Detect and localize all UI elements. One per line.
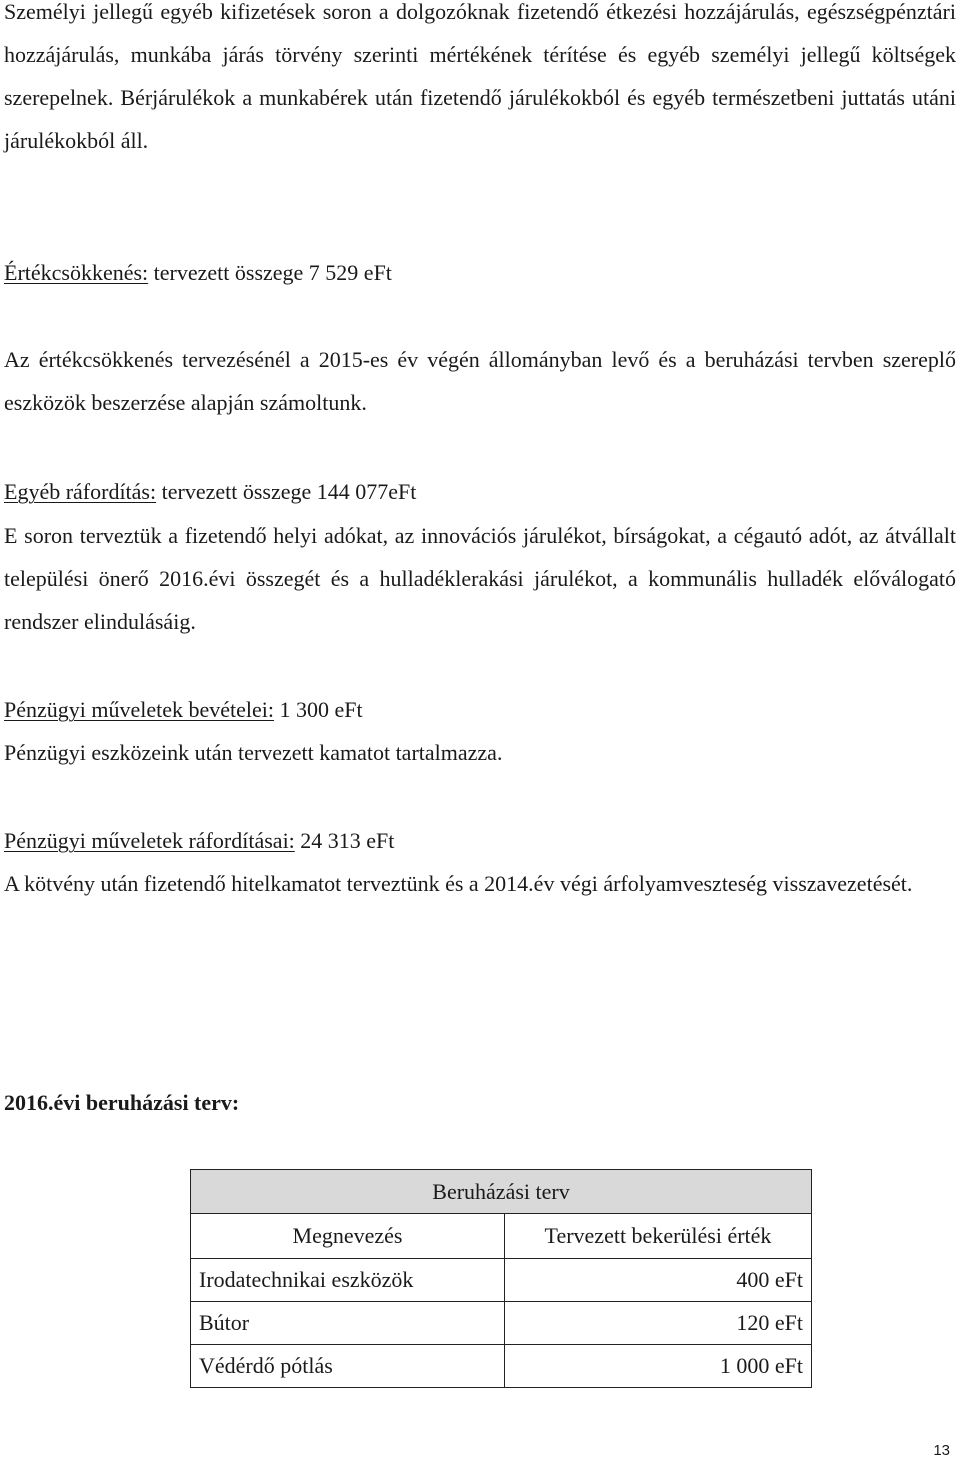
- financial-expense-line: [4, 819, 956, 862]
- investment-heading: 2016.évi beruházási terv:: [4, 1090, 240, 1115]
- row-name: Védérdő pótlás: [191, 1345, 505, 1388]
- other-expense-value: tervezett összege 144 077eFt: [156, 479, 417, 504]
- investment-table: [190, 1169, 812, 1388]
- table-header-row: [191, 1214, 812, 1259]
- financial-income-label: Pénzügyi műveletek bevételei:: [4, 697, 275, 722]
- other-expense-label: Egyéb ráfordítás:: [4, 479, 157, 504]
- row-value: 400 eFt: [505, 1259, 812, 1302]
- financial-expense-label: Pénzügyi műveletek ráfordításai:: [4, 828, 295, 853]
- column-header-value: Tervezett bekerülési érték: [505, 1214, 812, 1259]
- financial-income-value: 1 300 eFt: [274, 697, 363, 722]
- financial-income-line: [4, 688, 956, 731]
- other-expense-paragraph: E soron terveztük a fizetendő helyi adókat, az innovációs járulékot, bírságokat, a cégautó adót, az átvállalt települési önerő 2016.évi összegét és a hulladéklerakási járulékot, a kommunális hulladék előválogató rendszer elindulásáig.: [4, 523, 956, 634]
- other-expense-line: [4, 470, 956, 513]
- table-row: [191, 1345, 812, 1388]
- row-name: Irodatechnikai eszközök: [191, 1259, 505, 1302]
- table-caption: Beruházási terv: [191, 1170, 812, 1214]
- personnel-costs-paragraph: Személyi jellegű egyéb kifizetések soron a dolgozóknak fizetendő étkezési hozzájárulás, egészségpénztári hozzájárulás, munkába járás törvény szerinti mértékének térítése és egyéb személyi jellegű költségek szerepelnek. Bérjárulékok a munkabérek után fizetendő járulékokból és egyéb természetbeni juttatás utáni járulékokból áll.: [4, 0, 956, 153]
- column-header-name: Megnevezés: [191, 1214, 505, 1259]
- depreciation-paragraph: Az értékcsökkenés tervezésénél a 2015-es év végén állományban levő és a beruházási tervben szereplő eszközök beszerzése alapján számoltunk.: [4, 347, 956, 415]
- financial-expense-value: 24 313 eFt: [294, 828, 395, 853]
- financial-expense-paragraph: A kötvény után fizetendő hitelkamatot terveztünk és a 2014.év végi árfolyamveszteség visszavezetését.: [4, 871, 913, 896]
- depreciation-line: [4, 251, 956, 294]
- page-number: 13: [933, 1442, 950, 1459]
- financial-income-paragraph: Pénzügyi eszközeink után tervezett kamatot tartalmazza.: [4, 740, 503, 765]
- table-caption-row: [191, 1170, 812, 1214]
- table-row: [191, 1302, 812, 1345]
- depreciation-label: Értékcsökkenés:: [4, 260, 149, 285]
- row-value: 120 eFt: [505, 1302, 812, 1345]
- depreciation-value: tervezett összege 7 529 eFt: [148, 260, 392, 285]
- table-row: [191, 1259, 812, 1302]
- row-value: 1 000 eFt: [505, 1345, 812, 1388]
- row-name: Bútor: [191, 1302, 505, 1345]
